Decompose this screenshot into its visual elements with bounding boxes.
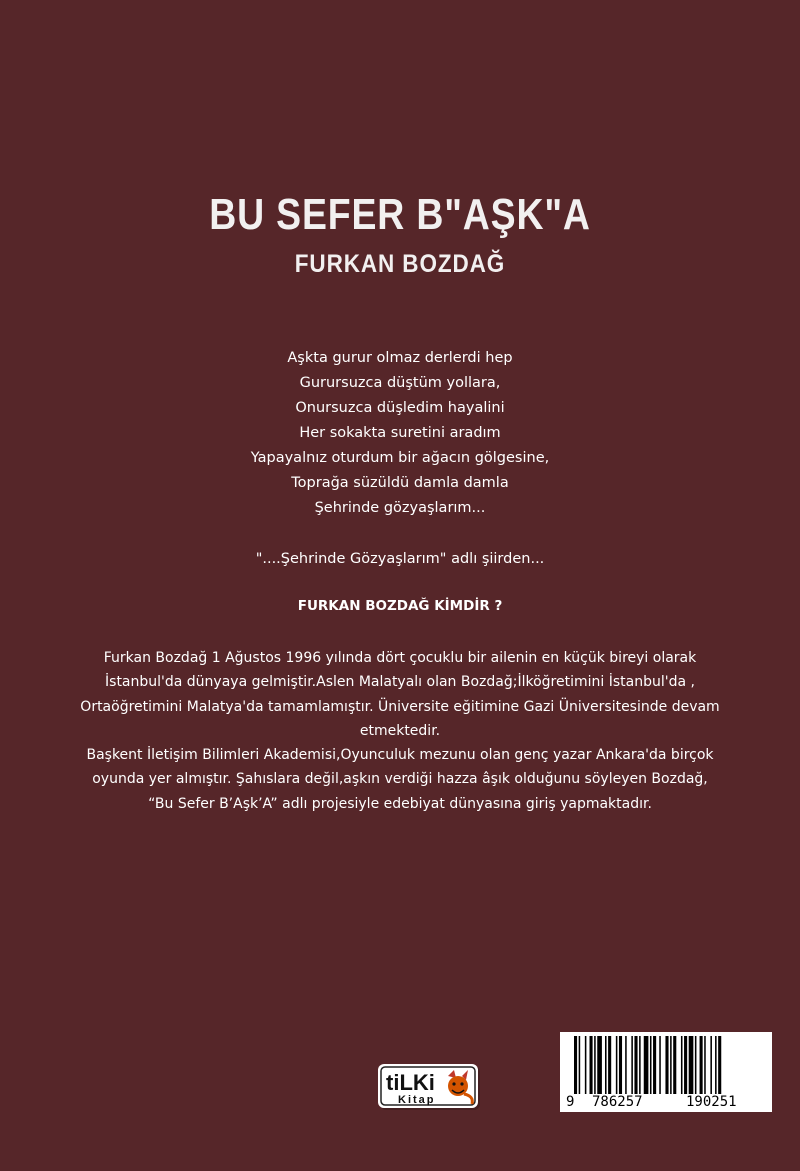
barcode-bar bbox=[625, 1036, 627, 1094]
barcode-bar bbox=[634, 1036, 637, 1094]
logo-wordmark: tiLKi bbox=[386, 1070, 435, 1095]
barcode-bar bbox=[594, 1036, 596, 1094]
isbn-first-digit: 9 bbox=[566, 1094, 575, 1110]
isbn-barcode bbox=[560, 1032, 772, 1112]
poem-line: Şehrinde gözyaşlarım... bbox=[314, 500, 486, 516]
barcode-bar bbox=[650, 1036, 652, 1094]
poem-excerpt bbox=[0, 346, 800, 521]
barcode-bar bbox=[597, 1036, 602, 1094]
book-title: BU SEFER B"AŞK"A bbox=[209, 190, 591, 239]
barcode-bar bbox=[574, 1036, 577, 1094]
poem-line: Aşkta gurur olmaz derlerdi hep bbox=[287, 350, 513, 366]
author-bio bbox=[80, 646, 720, 816]
poem-line: Yapayalnız oturdum bir ağacın gölgesine, bbox=[250, 450, 550, 466]
barcode-bar bbox=[700, 1036, 703, 1094]
barcode-bar bbox=[619, 1036, 622, 1094]
poem-line: Toprağa süzüldü damla damla bbox=[291, 475, 509, 491]
isbn-left-group: 786257 bbox=[592, 1094, 643, 1110]
barcode-bar bbox=[631, 1036, 633, 1094]
poem-line: Her sokakta suretini aradım bbox=[299, 425, 501, 441]
barcode-bar bbox=[659, 1036, 661, 1094]
barcode-bar bbox=[639, 1036, 641, 1094]
barcode-bar bbox=[653, 1036, 656, 1094]
barcode-bars bbox=[560, 1032, 772, 1094]
poem-line: Onursuzca düşledim hayalini bbox=[295, 400, 505, 416]
barcode-bar bbox=[616, 1036, 618, 1094]
logo-subtitle: Kitap bbox=[398, 1094, 436, 1106]
author-name: FURKAN BOZDAĞ bbox=[294, 250, 506, 278]
bio-paragraph: Furkan Bozdağ 1 Ağustos 1996 yılında dört çocuklu bir ailenin en küçük bireyi olarak İstanbul'da dünyaya gelmiştir.Aslen Malatyalı olan Bozdağ;İlköğretimini İstanbul'da , Ortaöğretimini Malatya'da tamamlamıştır. Üniversite eğitimine Gazi Üniversitesinde devam etmektedir. bbox=[80, 650, 720, 739]
bio-heading: FURKAN BOZDAĞ KİMDİR ? bbox=[297, 598, 503, 614]
barcode-bar bbox=[608, 1036, 611, 1094]
barcode-bar bbox=[605, 1036, 607, 1094]
barcode-bar bbox=[670, 1036, 672, 1094]
publisher-logo bbox=[378, 1062, 482, 1112]
barcode-bar bbox=[704, 1036, 706, 1094]
barcode-bar bbox=[710, 1036, 712, 1094]
poem-source: "....Şehrinde Gözyaşlarım" adlı şiirden... bbox=[255, 551, 545, 567]
bio-paragraph: Başkent İletişim Bilimleri Akademisi,Oyunculuk mezunu olan genç yazar Ankara'da birçok oyunda yer almıştır. Şahıslara değil,aşkın verdiği hazza âşık olduğunu söyleyen Bozdağ, “Bu Sefer B’Aşk’A” adlı projesiyle edebiyat dünyasına giriş yapmaktadır. bbox=[86, 747, 714, 812]
barcode-bar bbox=[590, 1036, 593, 1094]
barcode-bar bbox=[684, 1036, 687, 1094]
barcode-bar bbox=[644, 1036, 649, 1094]
barcode-bar bbox=[673, 1036, 676, 1094]
barcode-bar bbox=[665, 1036, 668, 1094]
barcode-bar bbox=[681, 1036, 683, 1094]
isbn-right-group: 190251 bbox=[686, 1094, 737, 1110]
barcode-bar bbox=[585, 1036, 587, 1094]
barcode-bar bbox=[689, 1036, 694, 1094]
barcode-bar bbox=[695, 1036, 697, 1094]
barcode-bar bbox=[715, 1036, 717, 1094]
barcode-bar bbox=[579, 1036, 581, 1094]
barcode-bar bbox=[718, 1036, 721, 1094]
poem-line: Gurursuzca düştüm yollara, bbox=[299, 375, 501, 391]
